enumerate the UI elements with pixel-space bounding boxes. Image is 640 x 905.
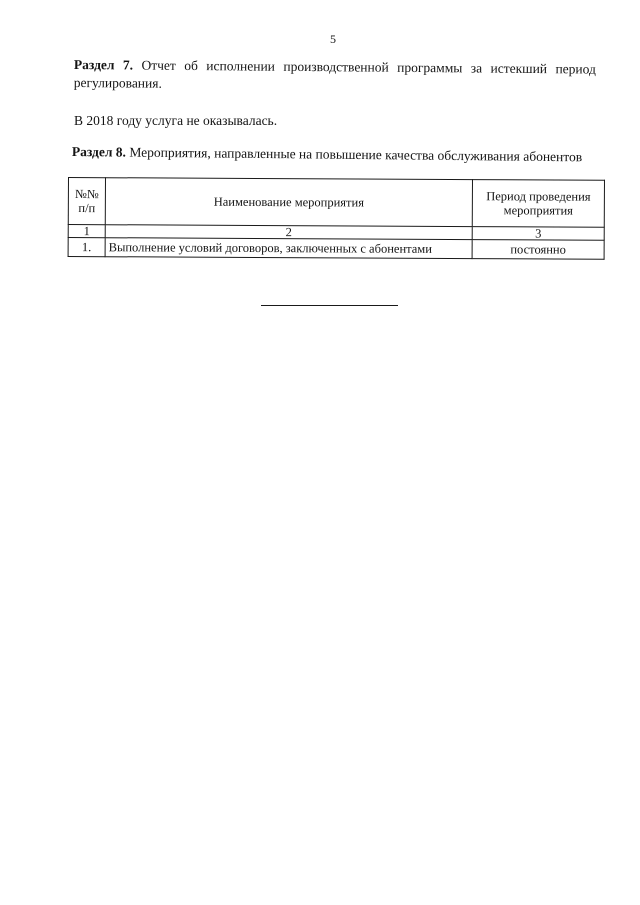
activities-table [68, 177, 605, 260]
column-index: 2 [105, 225, 472, 240]
section-8-heading [72, 143, 582, 166]
section-8-title: Раздел 8. [71, 143, 127, 160]
service-note: В 2018 году услуга не оказывалась. [74, 113, 278, 128]
header-activity-name: Наименование мероприятия [105, 178, 472, 227]
end-rule [261, 305, 398, 306]
section-7-title: Раздел 7. [73, 56, 134, 73]
table-row [68, 238, 604, 260]
column-index: 3 [472, 227, 604, 241]
page-number: 5 [330, 32, 336, 46]
section-8-text: Мероприятия, направленные на повышение качества обслуживания абонентов [129, 144, 583, 165]
section-7-text: Отчет об исполнении производственной программы за истекший период регулирования. [73, 57, 596, 91]
column-index: 1 [68, 225, 105, 238]
row-activity-name: Выполнение условий договоров, заключенных с абонентами [105, 238, 472, 259]
header-period: Период проведения мероприятия [472, 180, 604, 228]
table-header-row [68, 178, 604, 228]
row-number: 1. [68, 238, 105, 257]
section-7-paragraph [74, 56, 596, 97]
header-number: №№ п/п [68, 178, 105, 225]
row-period: постоянно [472, 240, 604, 260]
